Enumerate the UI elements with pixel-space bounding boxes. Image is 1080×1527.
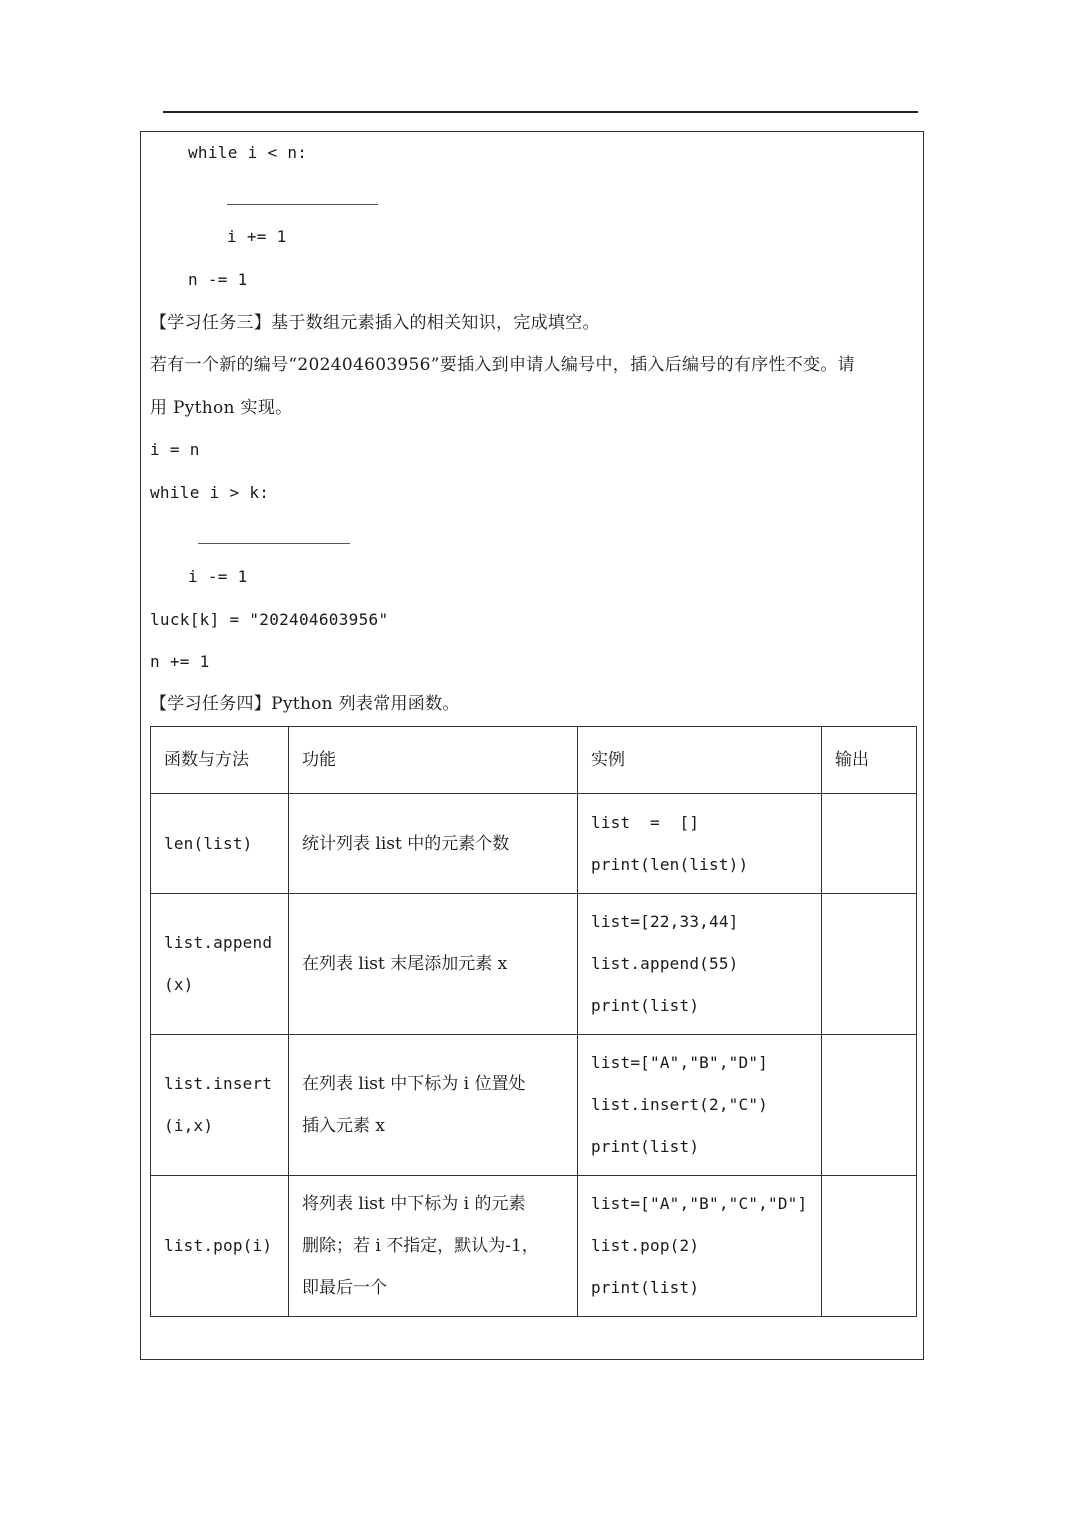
- table-row: [151, 1176, 917, 1317]
- example-line: print(list): [591, 1278, 700, 1297]
- func-text: (i,x): [164, 1116, 214, 1135]
- example-line: list=["A","B","C","D"]: [591, 1194, 808, 1213]
- table-header-row: [151, 727, 917, 794]
- table-row: [151, 794, 917, 894]
- task3-description: 若有一个新的编号“202404603956”要插入到申请人编号中，插入后编号的有序性不变。请: [150, 355, 855, 375]
- header-cell: 输出: [822, 727, 917, 794]
- desc-cell: [289, 894, 578, 1035]
- desc-cell: [289, 1176, 578, 1317]
- fill-in-blank: [198, 543, 350, 544]
- desc-text: 在列表 list 末尾添加元素 x: [302, 954, 508, 974]
- list-functions-table: [150, 726, 917, 1317]
- example-line: list.pop(2): [591, 1236, 700, 1255]
- code-line: while i < n:: [188, 143, 308, 162]
- example-cell: [578, 1035, 822, 1176]
- example-line: print(list): [591, 996, 700, 1015]
- func-text: list.insert: [164, 1074, 273, 1093]
- output-cell: [822, 1176, 917, 1317]
- header-rule: [163, 111, 918, 113]
- func-cell: [151, 894, 289, 1035]
- header-cell: 函数与方法: [151, 727, 289, 794]
- example-line: list=["A","B","D"]: [591, 1053, 768, 1072]
- fill-in-blank: [227, 204, 378, 205]
- code-line: i = n: [150, 440, 200, 459]
- example-cell: [578, 1176, 822, 1317]
- example-cell: [578, 894, 822, 1035]
- example-line: list.append(55): [591, 954, 739, 973]
- task4-title: 【学习任务四】Python 列表常用函数。: [150, 694, 460, 714]
- desc-text: 在列表 list 中下标为 i 位置处: [302, 1074, 526, 1094]
- task3-description: 用 Python 实现。: [150, 398, 293, 418]
- table-row: [151, 894, 917, 1035]
- func-text: list.pop(i): [164, 1236, 273, 1255]
- desc-text: 将列表 list 中下标为 i 的元素: [302, 1194, 526, 1214]
- example-line: list.insert(2,"C"): [591, 1095, 768, 1114]
- func-cell: [151, 794, 289, 894]
- header-cell: 功能: [289, 727, 578, 794]
- output-cell: [822, 894, 917, 1035]
- func-text: list.append: [164, 933, 273, 952]
- code-line: n += 1: [150, 652, 210, 671]
- code-line: while i > k:: [150, 483, 270, 502]
- func-text: len(list): [164, 833, 253, 853]
- code-line: i += 1: [227, 227, 287, 246]
- func-text: (x): [164, 975, 194, 994]
- desc-text: 即最后一个: [302, 1278, 387, 1298]
- example-line: print(len(list)): [591, 854, 749, 874]
- func-cell: [151, 1176, 289, 1317]
- example-cell: [578, 794, 822, 894]
- desc-text: 删除；若 i 不指定，默认为-1，: [302, 1236, 539, 1256]
- code-line: n -= 1: [188, 270, 248, 289]
- func-cell: [151, 1035, 289, 1176]
- code-line: i -= 1: [188, 567, 248, 586]
- desc-cell: [289, 1035, 578, 1176]
- desc-text: 插入元素 x: [302, 1116, 385, 1136]
- desc-cell: [289, 794, 578, 894]
- task3-title: 【学习任务三】基于数组元素插入的相关知识，完成填空。: [150, 313, 600, 333]
- example-line: print(list): [591, 1137, 700, 1156]
- example-line: list = []: [591, 812, 700, 832]
- desc-text: 统计列表 list 中的元素个数: [302, 833, 510, 854]
- output-cell: [822, 1035, 917, 1176]
- header-cell: 实例: [578, 727, 822, 794]
- output-cell: [822, 794, 917, 894]
- example-line: list=[22,33,44]: [591, 912, 739, 931]
- table-row: [151, 1035, 917, 1176]
- code-line: luck[k] = "202404603956": [150, 610, 389, 629]
